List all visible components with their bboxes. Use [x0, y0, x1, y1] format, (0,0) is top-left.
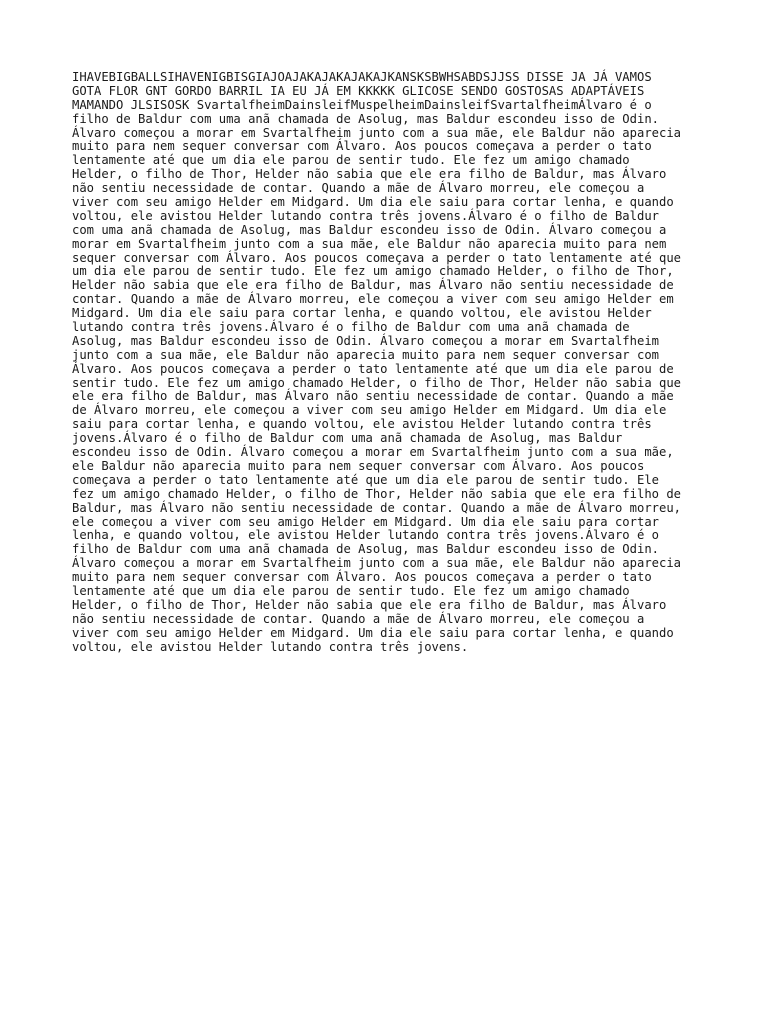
- text-line: ele Baldur não aparecia muito para nem sequer conversar com Álvaro. Aos poucos: [72, 458, 645, 473]
- text-line: sequer conversar com Álvaro. Aos poucos começava a perder o tato lentamente até que: [72, 250, 682, 265]
- text-line: IHAVEBIGBALLSIHAVENIGBISGIAJOAJAKAJAKAJAKAJKANSKSBWHSABDSJJSS DISSE JA JÁ VAMOS: [72, 70, 652, 84]
- text-line: voltou, ele avistou Helder lutando contra três jovens.: [72, 639, 469, 654]
- document-body-text: [72, 71, 712, 654]
- text-line: filho de Baldur com uma anã chamada de Asolug, mas Baldur escondeu isso de Odin.: [72, 542, 659, 557]
- text-line: filho de Baldur com uma anã chamada de Asolug, mas Baldur escondeu isso de Odin.: [72, 111, 659, 126]
- text-line: fez um amigo chamado Helder, o filho de Thor, Helder não sabia que ele era filho de: [72, 486, 682, 501]
- text-line: com uma anã chamada de Asolug, mas Baldur escondeu isso de Odin. Álvaro começou a: [72, 222, 667, 237]
- text-line: jovens.Álvaro é o filho de Baldur com uma anã chamada de Asolug, mas Baldur: [72, 431, 623, 446]
- text-line: junto com a sua mãe, ele Baldur não aparecia muito para nem sequer conversar com: [72, 347, 659, 362]
- text-line: saiu para cortar lenha, e quando voltou, ele avistou Helder lutando contra três: [72, 417, 652, 432]
- text-line: viver com seu amigo Helder em Midgard. Um dia ele saiu para cortar lenha, e quando: [72, 195, 674, 210]
- text-line: sentir tudo. Ele fez um amigo chamado Helder, o filho de Thor, Helder não sabia que: [72, 375, 682, 390]
- text-line: Helder, o filho de Thor, Helder não sabia que ele era filho de Baldur, mas Álvaro: [72, 167, 667, 182]
- text-line: contar. Quando a mãe de Álvaro morreu, ele começou a viver com seu amigo Helder em: [72, 292, 674, 307]
- text-line: ele começou a viver com seu amigo Helder em Midgard. Um dia ele saiu para cortar: [72, 514, 659, 529]
- text-line: voltou, ele avistou Helder lutando contra três jovens.Álvaro é o filho de Baldur: [72, 208, 659, 223]
- text-line: um dia ele parou de sentir tudo. Ele fez um amigo chamado Helder, o filho de Thor,: [72, 264, 674, 279]
- text-line: Álvaro. Aos poucos começava a perder o tato lentamente até que um dia ele parou de: [72, 361, 674, 376]
- text-line: lentamente até que um dia ele parou de sentir tudo. Ele fez um amigo chamado: [72, 583, 630, 598]
- text-line: Álvaro começou a morar em Svartalfheim junto com a sua mãe, ele Baldur não aparecia: [72, 556, 682, 571]
- text-line: Asolug, mas Baldur escondeu isso de Odin. Álvaro começou a morar em Svartalfheim: [72, 333, 659, 348]
- text-line: MAMANDO JLSISOSK SvartalfheimDainsleifMuspelheimDainsleifSvartalfheimÁlvaro é o: [72, 97, 652, 112]
- text-line: começava a perder o tato lentamente até que um dia ele parou de sentir tudo. Ele: [72, 472, 659, 487]
- text-line: lenha, e quando voltou, ele avistou Helder lutando contra três jovens.Álvaro é o: [72, 528, 659, 543]
- text-line: lentamente até que um dia ele parou de sentir tudo. Ele fez um amigo chamado: [72, 153, 630, 168]
- text-line: Midgard. Um dia ele saiu para cortar lenha, e quando voltou, ele avistou Helder: [72, 306, 652, 321]
- text-line: ele era filho de Baldur, mas Álvaro não sentiu necessidade de contar. Quando a mãe: [72, 389, 674, 404]
- text-line: GOTA FLOR GNT GORDO BARRIL IA EU JÁ EM KKKKK GLICOSE SENDO GOSTOSAS ADAPTÁVEIS: [72, 83, 645, 98]
- text-line: não sentiu necessidade de contar. Quando a mãe de Álvaro morreu, ele começou a: [72, 611, 645, 626]
- text-line: morar em Svartalfheim junto com a sua mãe, ele Baldur não aparecia muito para nem: [72, 236, 667, 251]
- text-line: Helder não sabia que ele era filho de Baldur, mas Álvaro não sentiu necessidade de: [72, 278, 674, 293]
- text-line: de Álvaro morreu, ele começou a viver com seu amigo Helder em Midgard. Um dia ele: [72, 403, 667, 418]
- text-line: Helder, o filho de Thor, Helder não sabia que ele era filho de Baldur, mas Álvaro: [72, 597, 667, 612]
- text-line: viver com seu amigo Helder em Midgard. Um dia ele saiu para cortar lenha, e quando: [72, 625, 674, 640]
- text-line: lutando contra três jovens.Álvaro é o filho de Baldur com uma anã chamada de: [72, 320, 630, 335]
- text-line: escondeu isso de Odin. Álvaro começou a morar em Svartalfheim junto com a sua mãe,: [72, 445, 674, 460]
- text-line: muito para nem sequer conversar com Álvaro. Aos poucos começava a perder o tato: [72, 139, 652, 154]
- text-line: Baldur, mas Álvaro não sentiu necessidade de contar. Quando a mãe de Álvaro morreu,: [72, 500, 682, 515]
- text-line: não sentiu necessidade de contar. Quando a mãe de Álvaro morreu, ele começou a: [72, 181, 645, 196]
- text-line: muito para nem sequer conversar com Álvaro. Aos poucos começava a perder o tato: [72, 570, 652, 585]
- text-line: Álvaro começou a morar em Svartalfheim junto com a sua mãe, ele Baldur não aparecia: [72, 125, 682, 140]
